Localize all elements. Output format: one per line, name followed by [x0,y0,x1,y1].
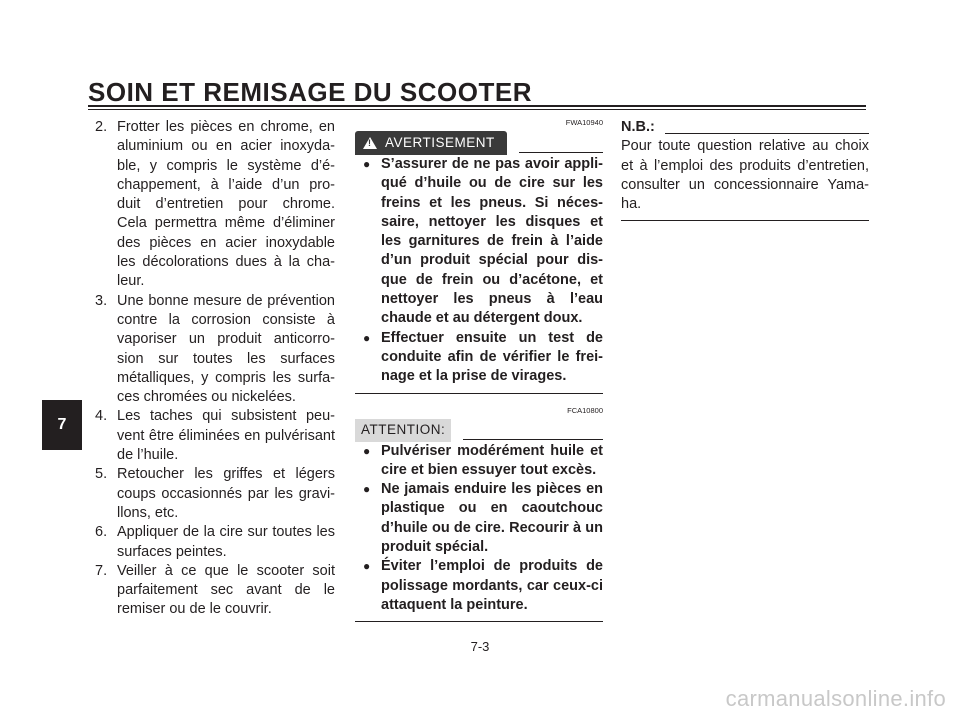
note-column [621,118,869,221]
caution-end-rule [355,621,603,622]
step-number: 3. [95,292,108,309]
page-number: 7-3 [470,639,490,654]
note-header-rule [665,133,869,134]
caution-header-rule [463,439,603,440]
caution-item-text: Pulvériser modérément huile et cire et bien essuyer tout excès. [381,442,603,478]
step-item [95,292,335,408]
page-title: SOIN ET REMISAGE DU SCOOTER [88,77,532,107]
step-text: Veiller à ce que le scooter soit parfaitement sec avant de le remiser ou de le couvrir. [117,562,335,618]
warning-header [355,131,603,155]
note-header [621,118,869,137]
step-text: Retoucher les griffes et légers coups occasionnés par les gravi-llons, etc. [117,466,335,521]
warning-item [355,155,603,329]
note-label: N.B.: [621,119,655,135]
step-number: 5. [95,466,108,483]
step-item [95,523,335,562]
warning-code: FWA10940 [565,118,603,127]
step-item [95,407,335,465]
step-number: 6. [95,524,108,541]
warning-label-box [355,131,507,155]
note-text: Pour toute question relative au choix et à l’emploi des produits d’entretien, consulter un concessionnaire Yama-ha. [621,138,869,213]
caution-label: ATTENTION: [355,419,451,442]
caution-item-text: Éviter l’emploi de produits de polissage mordants, car ceux-ci attaquent la peinture. [381,558,603,613]
step-text: Les taches qui subsistent peu-vent être éliminées en pulvérisant de l’huile. [117,408,335,464]
warnings-column [355,118,603,622]
step-text: Appliquer de la cire sur toutes les surfaces peintes. [117,524,335,560]
caution-code: FCA10800 [567,405,603,415]
watermark: carmanualsonline.info [725,686,946,711]
chapter-tab: 7 [42,400,82,450]
warning-list [355,155,603,387]
bullet-icon: ● [363,559,371,574]
step-number: 4. [95,408,108,425]
caution-item [355,442,603,481]
caution-header [355,419,603,442]
note-end-rule [621,220,869,221]
caution-item [355,557,603,615]
step-item [95,465,335,523]
step-number: 7. [95,562,108,579]
step-item [95,562,335,620]
step-item [95,118,335,292]
bullet-icon: ● [363,482,371,497]
bullet-icon: ● [363,157,371,171]
warning-item [355,329,603,387]
warning-triangle-icon: ! [363,137,377,149]
steps-column [95,118,335,620]
warning-item-text: S’assurer de ne pas avoir appli-qué d’huile ou de cire sur les freins et les pneus. Si néces-saire, nettoyer les disques et les garnitures de frein à l’aide d’un produit spécial pour dis-que de frein ou d’acétone, et nettoyer les pneus à l’eau chaude et au détergent doux. [381,156,603,327]
caution-item-text: Ne jamais enduire les pièces en plastique ou en caoutchouc d’huile ou de cire. Recourir à un produit spécial. [381,481,603,556]
caution-item [355,480,603,557]
bullet-icon: ● [363,330,371,345]
title-rule [88,105,866,107]
warning-item-text: Effectuer ensuite un test de conduite afin de vérifier le frei-nage et la prise de virages. [381,329,603,385]
caution-list [355,442,603,616]
bullet-icon: ● [363,443,371,458]
warning-label: AVERTISEMENT [385,135,495,151]
step-text: Frotter les pièces en chrome, en aluminium ou en acier inoxyda-ble, y compris le système d’é-chappement, à l’aide d’un pro-duit d’entretien pour chrome. Cela permettra même d’éliminer des pièces en acier inoxydable les décolorations dues à la cha-leur. [117,119,335,290]
warning-header-rule [519,152,603,153]
step-number: 2. [95,119,108,135]
step-text: Une bonne mesure de prévention contre la corrosion consiste à vaporiser un produit anticorro-sion sur toutes les surfaces métalliques, y compris les surfa-ces chromées ou nickelées. [117,292,335,406]
